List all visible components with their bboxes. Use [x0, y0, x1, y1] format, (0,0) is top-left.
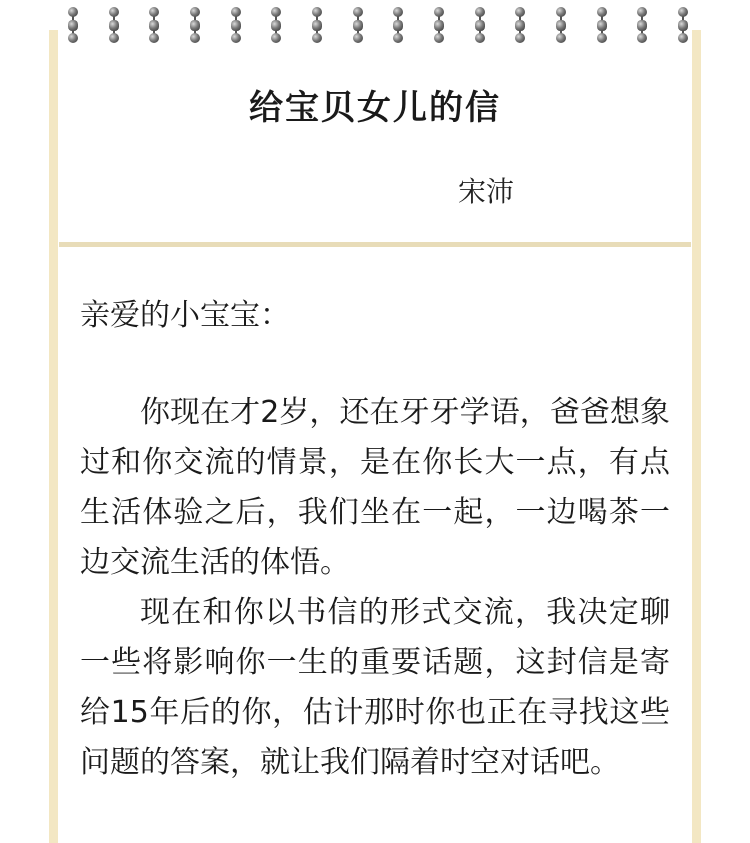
binding-ring-icon	[475, 7, 485, 43]
binding-ring-icon	[678, 7, 688, 43]
binding-ring-icon	[312, 7, 322, 43]
binding-ring-icon	[353, 7, 363, 43]
letter-paragraph: 现在和你以书信的形式交流，我决定聊一些将影响你一生的重要话题，这封信是寄给15年后的你，估计那时你也正在寻找这些问题的答案，就让我们隔着时空对话吧。	[80, 595, 670, 780]
binding-ring-icon	[109, 7, 119, 43]
letter-paragraph: 你现在才2岁，还在牙牙学语，爸爸想象过和你交流的情景，是在你长大一点，有点生活体验之后，我们坐在一起，一边喝茶一边交流生活的体悟。	[80, 395, 670, 580]
letter-salutation: 亲爱的小宝宝：	[80, 298, 290, 333]
letter-author: 宋沛	[458, 175, 515, 208]
binding-ring-icon	[68, 7, 78, 43]
binding-ring-icon	[637, 7, 647, 43]
binding-ring-icon	[190, 7, 200, 43]
letter-title: 给宝贝女儿的信	[249, 88, 501, 128]
header-divider	[59, 242, 691, 247]
binding-ring-icon	[434, 7, 444, 43]
binding-ring-icon	[149, 7, 159, 43]
binding-ring-icon	[556, 7, 566, 43]
spiral-binding	[0, 0, 750, 48]
binding-ring-icon	[597, 7, 607, 43]
binding-ring-icon	[271, 7, 281, 43]
binding-ring-icon	[231, 7, 241, 43]
binding-ring-icon	[393, 7, 403, 43]
letter-body	[80, 388, 670, 788]
binding-ring-icon	[515, 7, 525, 43]
